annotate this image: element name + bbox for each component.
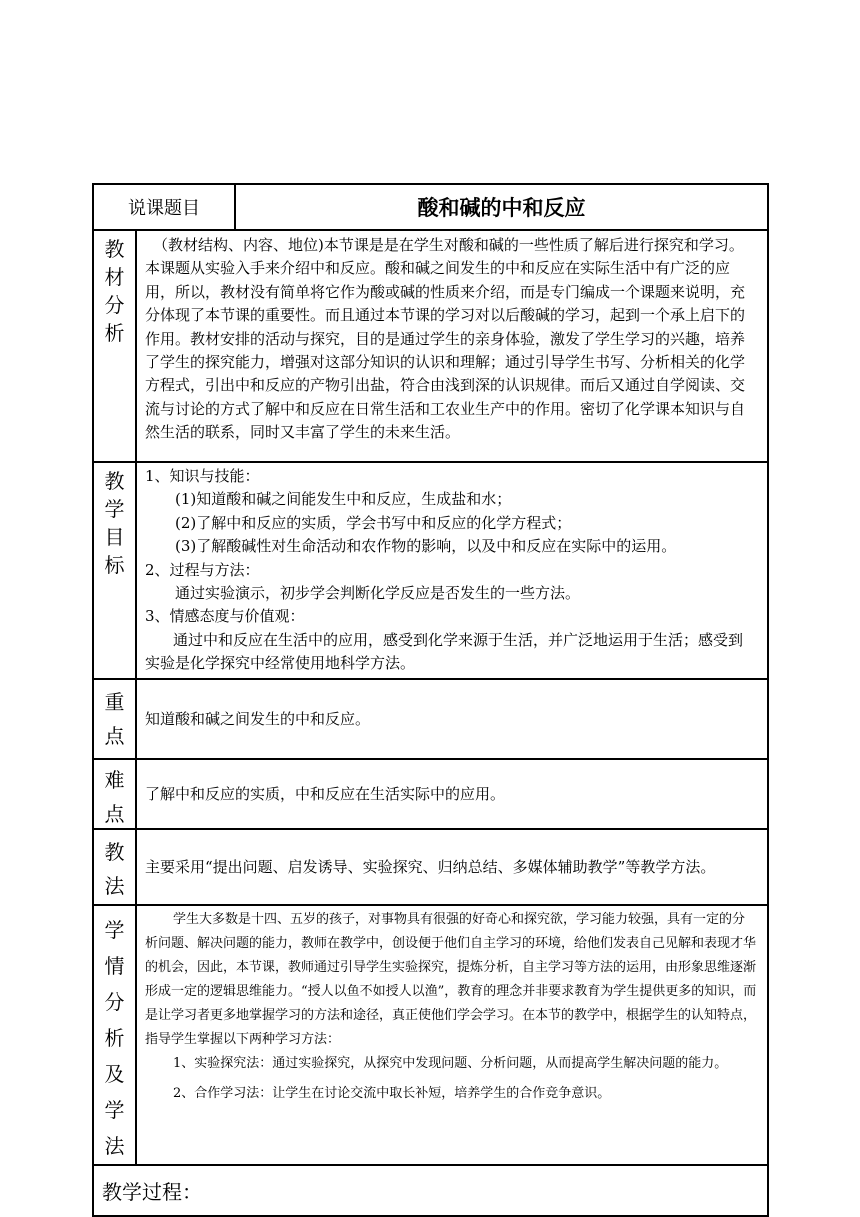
goals-text	[136, 463, 765, 678]
title-row	[93, 184, 768, 230]
goal-process-1: 通过实验演示，初步学会判断化学反应是否发生的一些方法。	[175, 584, 581, 603]
learning-row	[93, 905, 768, 1165]
method-label: 教 法	[94, 830, 136, 904]
teaching-process-label: 教学过程：	[93, 1165, 768, 1216]
method-row	[93, 829, 768, 905]
topic-label: 说课题目	[93, 184, 235, 230]
goals-heading-emotion: 3、情感态度与价值观：	[145, 607, 305, 626]
material-text: （教材结构、内容、地位)本节课是是在学生对酸和碱的一些性质了解后进行探究和学习。本课题从实验入手来介绍中和反应。酸和碱之间发生的中和反应在实际生活中有广泛的应用，所以，教材没有简单将它作为酸或碱的性质来介绍，而是专门编成一个课题来说明，充分体现了本节课的重要性。而且通过本节课的学习对以后酸碱的学习，起到一个承上启下的作用。教材安排的活动与探究，目的是通过学生的亲身体验，激发了学生学习的兴趣，培养了学生的探究能力，增强对这部分知识的认识和理解；通过引导学生书写、分析相关的化学方程式，引出中和反应的产物引出盐，符合由浅到深的认识规律。而后又通过自学阅读、交流与讨论的方式了解中和反应在日常生活和工农业生产中的作用。密切了化学课本知识与自然生活的联系，同时又丰富了学生的未来生活。	[145, 236, 746, 442]
difficulty-label: 难 点	[94, 760, 136, 828]
process-row	[93, 1165, 768, 1216]
lesson-plan-page	[92, 183, 767, 1217]
topic-title: 酸和碱的中和反应	[235, 184, 768, 230]
goal-knowledge-3: (3)了解酸碱性对生命活动和农作物的影响，以及中和反应在实际中的运用。	[175, 537, 677, 556]
goals-heading-process: 2、过程与方法：	[145, 560, 260, 579]
goal-emotion-1: 通过中和反应在生活中的应用，感受到化学来源于生活，并广泛地运用于生活；感受到实验是化学探究中经常使用地科学方法。	[145, 630, 744, 673]
key-text: 知道酸和碱之间发生的中和反应。	[145, 709, 371, 728]
difficulty-text: 了解中和反应的实质，中和反应在生活实际中的应用。	[145, 784, 506, 803]
learning-paragraph-1: 学生大多数是十四、五岁的孩子，对事物具有很强的好奇心和探究欲，学习能力较强，具有一定的分析问题、解决问题的能力，教师在教学中，创设便于他们自主学习的环境，给他们发表自己见解和表现才华的机会，因此，本节课，教师通过引导学生实验探究，提炼分析，自主学习等方法的运用，由形象思维逐渐形成一定的逻辑思维能力。“授人以鱼不如授人以渔”，教育的理念并非要求教育为学生提供更多的知识，而是让学习者更多地掌握学习的方法和途径，真正使他们学会学习。在本节的教学中，根据学生的认知特点，指导学生掌握以下两种学习方法：	[145, 911, 757, 1047]
learning-method-2: 2、合作学习法：让学生在讨论交流中取长补短，培养学生的合作竞争意识。	[173, 1085, 611, 1101]
method-text: 主要采用“提出问题、启发诱导、实验探究、归纳总结、多媒体辅助教学”等教学方法。	[145, 857, 716, 876]
learning-label: 学 情 分 析 及 学 法	[94, 906, 136, 1164]
lesson-plan-table	[92, 183, 769, 1217]
goal-knowledge-2: (2)了解中和反应的实质，学会书写中和反应的化学方程式；	[175, 513, 572, 532]
goals-label: 教 学 目 标	[94, 463, 136, 678]
material-row	[93, 230, 768, 462]
goal-knowledge-1: (1)知道酸和碱之间能发生中和反应，生成盐和水；	[175, 490, 512, 509]
goals-heading-knowledge: 1、知识与技能：	[145, 467, 260, 485]
material-label: 教 材 分 析	[94, 231, 136, 461]
learning-method-1: 1、实验探究法：通过实验探究，从探究中发现问题、分析问题，从而提高学生解决问题的能力。	[173, 1055, 728, 1071]
key-label: 重 点	[94, 680, 136, 758]
learning-text	[136, 906, 765, 1164]
difficulty-row	[93, 759, 768, 829]
goals-row	[93, 462, 768, 679]
key-row	[93, 679, 768, 759]
